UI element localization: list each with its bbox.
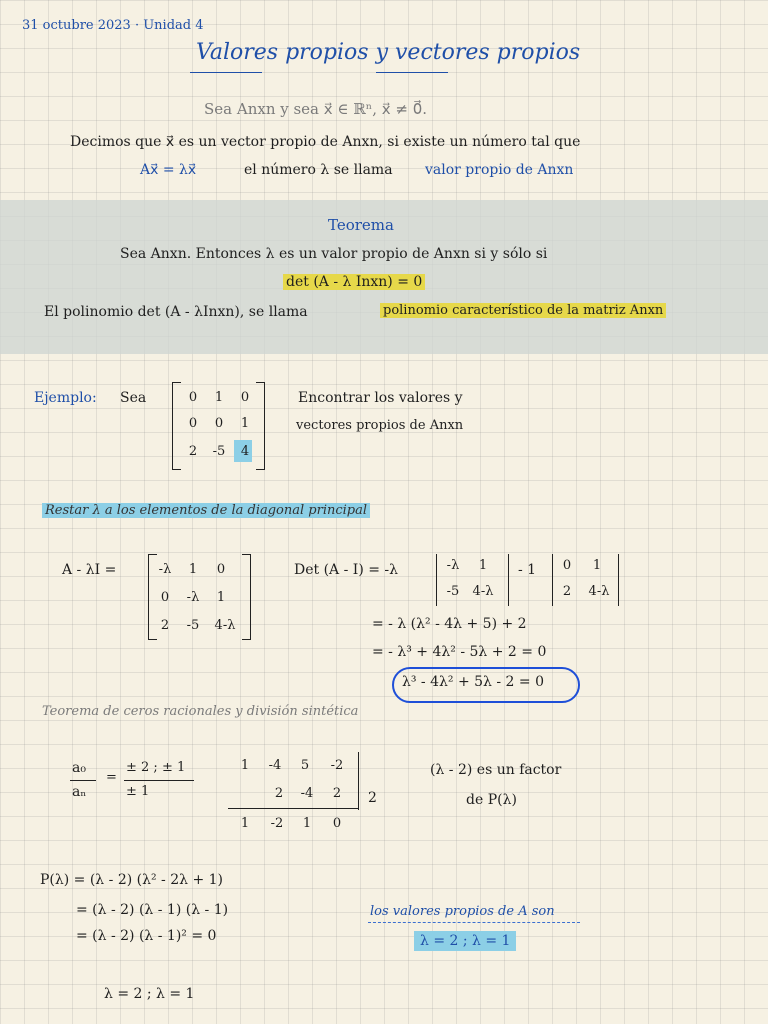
det-line-2: = - λ³ + 4λ² - 5λ + 2 = 0: [372, 644, 547, 660]
matrix-cell: 0: [160, 590, 170, 605]
ratio-equals: =: [106, 770, 117, 785]
det-label: Det (A - I) = -λ: [294, 562, 399, 578]
a-minus-lambda-label: A - λI =: [62, 562, 117, 578]
synthetic-cell: -2: [270, 816, 284, 831]
example-label: Ejemplo:: [34, 390, 97, 406]
definition-line-2: Decimos que x⃗ es un vector propio de Anxn, si existe un número tal que: [70, 134, 581, 150]
conclusion-underline: [368, 922, 580, 923]
synthetic-cell: 2: [274, 786, 284, 801]
page-title: Valores propios y vectores propios: [196, 40, 581, 65]
matrix-cell: -5: [212, 444, 226, 459]
theorem-line-1: Sea Anxn. Entonces λ es un valor propio de Anxn si y sólo si: [120, 246, 548, 262]
synthetic-divider: [358, 752, 359, 810]
matrix-cell: 1: [240, 416, 250, 431]
factor-note-1: (λ - 2) es un factor: [430, 762, 562, 778]
matrix-cell: 4-λ: [214, 618, 236, 633]
matrix-cell: 1: [188, 562, 198, 577]
matrix-cell: 0: [188, 390, 198, 405]
example-task-2: vectores propios de Anxn: [296, 418, 464, 433]
characteristic-polynomial-label: polinomio característico de la matriz Anxn: [380, 303, 666, 318]
theorem-determinant: det (A - λ Inxn) = 0: [283, 274, 425, 290]
minor-cell: -λ: [446, 558, 460, 573]
ratio-candidates-den: ± 1: [126, 784, 150, 799]
definition-line-1: Sea Anxn y sea x⃗ ∈ ℝⁿ, x⃗ ≠ 0⃗.: [204, 100, 428, 118]
minor-cell: 2: [562, 584, 572, 599]
a-minus-bracket-right: [242, 554, 251, 640]
synthetic-cell: -2: [330, 758, 344, 773]
synthetic-cell: -4: [300, 786, 314, 801]
ratio-candidates-num: ± 2 ; ± 1: [126, 760, 186, 775]
synthetic-cell: 1: [302, 816, 312, 831]
conclusion-text: los valores propios de A son: [370, 904, 555, 919]
eigenvalues-result: λ = 2 ; λ = 1: [414, 931, 516, 951]
synthetic-cell: -4: [268, 758, 282, 773]
matrix-cell: 1: [214, 390, 224, 405]
matrix-cell: -λ: [186, 590, 200, 605]
minor-cell: 4-λ: [472, 584, 494, 599]
factor-note-2: de P(λ): [466, 792, 517, 808]
det-line-1: = - λ (λ² - 4λ + 5) + 2: [372, 616, 527, 632]
matrix-cell: 2: [188, 444, 198, 459]
minor-cell: 0: [562, 558, 572, 573]
step-1-instruction: Restar λ a los elementos de la diagonal principal: [42, 503, 370, 518]
minor-cell: -5: [446, 584, 460, 599]
synthetic-cell: 0: [332, 816, 342, 831]
ratio-denominator-symbol: aₙ: [72, 784, 87, 800]
matrix-cell: 0: [214, 416, 224, 431]
theorem-line-2a: El polinomio det (A - λInxn), se llama: [44, 304, 308, 320]
minor-cell: 1: [592, 558, 602, 573]
fraction-bar: [124, 780, 194, 781]
synthetic-cell: 5: [300, 758, 310, 773]
matrix-cell: 0: [188, 416, 198, 431]
synthetic-cell: 1: [240, 758, 250, 773]
synthetic-cell: 2: [332, 786, 342, 801]
eigen-equation: Ax⃗ = λx⃗: [140, 162, 197, 178]
matrix-cell: 2: [160, 618, 170, 633]
date-header: 31 octubre 2023 · Unidad 4: [22, 18, 204, 33]
matrix-cell: 0: [240, 390, 250, 405]
matrix-cell: -λ: [158, 562, 172, 577]
matrix-cell: 0: [216, 562, 226, 577]
factor-line-1: P(λ) = (λ - 2) (λ² - 2λ + 1): [40, 872, 223, 888]
synthetic-root: 2: [368, 790, 377, 806]
factor-line-2: = (λ - 2) (λ - 1) (λ - 1): [76, 902, 229, 918]
minor-cell: 1: [478, 558, 488, 573]
synthetic-divider: [228, 808, 358, 809]
det-middle-term: - 1: [518, 562, 537, 578]
matrix-cell: 1: [216, 590, 226, 605]
det-bar: [436, 554, 437, 606]
title-underline-1: [190, 72, 262, 73]
definition-line-3a: el número λ se llama: [244, 162, 393, 178]
minor-cell: 4-λ: [588, 584, 610, 599]
synthetic-cell: 1: [240, 816, 250, 831]
definition-line-3b: valor propio de Anxn: [425, 162, 574, 178]
roots-line: λ = 2 ; λ = 1: [104, 986, 195, 1002]
matrix-cell: -5: [186, 618, 200, 633]
example-task-1: Encontrar los valores y: [298, 390, 463, 406]
det-bar: [618, 554, 619, 606]
fraction-bar: [70, 780, 96, 781]
title-underline-2: [376, 72, 448, 73]
rational-roots-heading: Teorema de ceros racionales y división sintética: [42, 704, 359, 719]
det-bar: [508, 554, 509, 606]
matrix-cell: 4: [240, 444, 250, 459]
factor-line-3: = (λ - 2) (λ - 1)² = 0: [76, 928, 217, 944]
ratio-numerator-symbol: a₀: [72, 760, 86, 776]
theorem-title: Teorema: [328, 216, 394, 234]
example-sea: Sea: [120, 390, 147, 406]
characteristic-equation: λ³ - 4λ² + 5λ - 2 = 0: [402, 674, 544, 690]
